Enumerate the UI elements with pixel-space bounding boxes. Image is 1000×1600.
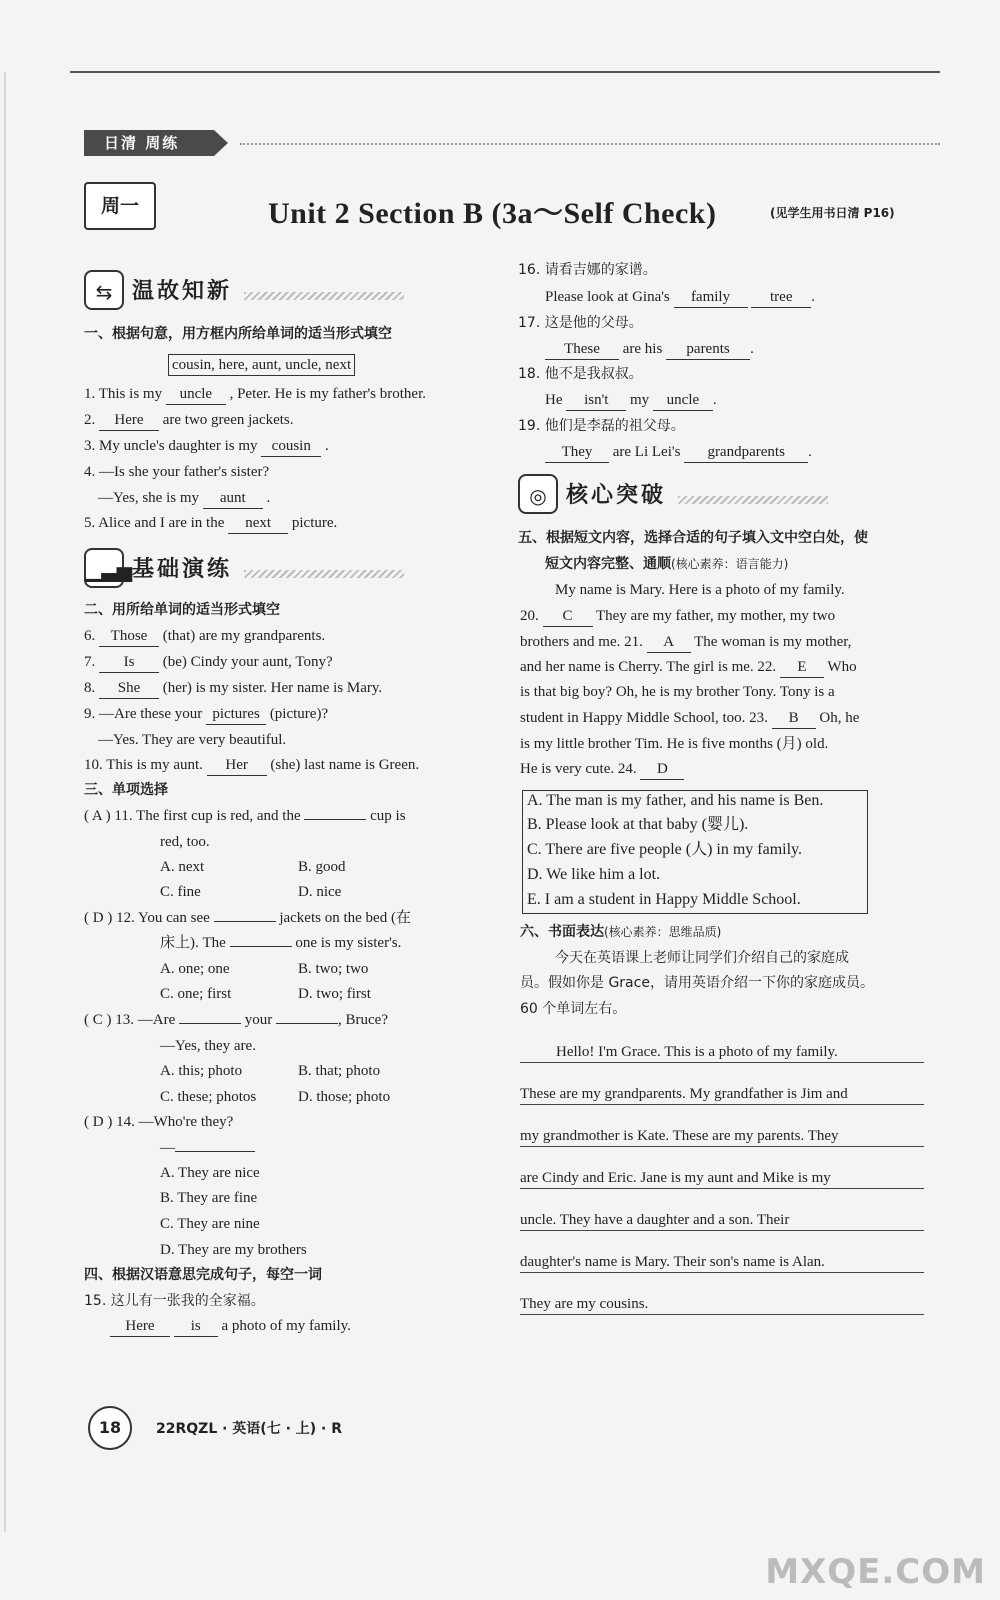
q19: They are Li Lei's grandparents . xyxy=(545,442,812,463)
writing-prompt-1: 今天在英语课上老师让同学们介绍自己的家庭成 xyxy=(555,950,849,966)
answer: grandparents xyxy=(684,442,808,463)
part6-instruction: 六、书面表达(核心素养：思维品质) xyxy=(520,924,722,940)
q11-cont: red, too. xyxy=(160,834,210,850)
q18: He isn't my uncle . xyxy=(545,390,717,411)
q14-cont: — xyxy=(160,1138,255,1158)
answer: C xyxy=(543,606,593,627)
essay-line-3: my grandmother is Kate. These are my parents. They xyxy=(520,1126,924,1147)
q5: 5. Alice and I are in the next picture. xyxy=(84,513,337,534)
essay-line-2: These are my grandparents. My grandfather is Jim and xyxy=(520,1084,924,1105)
q13-option-a: A. this; photo xyxy=(160,1063,243,1079)
q3: 3. My uncle's daughter is my cousin . xyxy=(84,436,329,457)
word-box: cousin, here, aunt, uncle, next xyxy=(168,354,355,376)
option-a: A. The man is my father, and his name is Ben. xyxy=(527,792,824,809)
section-basic-title: 基础演练 xyxy=(132,557,233,582)
q11-option-b: B. good xyxy=(298,859,346,875)
bar-chart-icon: ▁▃▅ xyxy=(84,548,124,588)
option-d: D. We like him a lot. xyxy=(527,866,661,883)
q16: Please look at Gina's family tree . xyxy=(545,287,815,308)
passage-line-5: is that big boy? Oh, he is my brother Tony. Tony is a xyxy=(520,684,835,700)
answer: uncle xyxy=(166,384,226,405)
banner-arrow-icon xyxy=(214,130,228,156)
q17: These are his parents . xyxy=(545,339,754,360)
q11-option-c: C. fine xyxy=(160,884,201,900)
q8: 8. She (her) is my sister. Her name is Mary. xyxy=(84,678,382,699)
part1-instruction: 一、根据句意，用方框内所给单词的适当形式填空 xyxy=(84,326,392,342)
q4a: 4. —Is she your father's sister? xyxy=(84,464,270,480)
q12-option-d: D. two; first xyxy=(298,986,371,1002)
passage-line-2: 20. C They are my father, my mother, my two xyxy=(520,606,835,627)
banner xyxy=(84,130,234,156)
passage-line-3: brothers and me. 21. A The woman is my mother, xyxy=(520,632,851,653)
word-box-line xyxy=(168,354,355,376)
answer: pictures xyxy=(206,704,266,725)
watermark: MXQE.COM xyxy=(765,1552,986,1592)
q18-chinese: 18. 他不是我叔叔。 xyxy=(518,366,643,382)
q9a: 9. —Are these your pictures (picture)? xyxy=(84,704,328,725)
answer: family xyxy=(674,287,748,308)
section-review-title: 温故知新 xyxy=(132,279,233,304)
section-bar xyxy=(244,292,404,300)
answer: E xyxy=(780,657,824,678)
answer: She xyxy=(99,678,159,699)
options-box xyxy=(522,790,868,914)
essay-line-4: are Cindy and Eric. Jane is my aunt and Mike is my xyxy=(520,1168,924,1189)
target-icon: ◎ xyxy=(518,474,558,514)
q13-option-b: B. that; photo xyxy=(298,1063,381,1079)
q15: Here is a photo of my family. xyxy=(110,1316,351,1337)
answer: They xyxy=(545,442,609,463)
q17-chinese: 17. 这是他的父母。 xyxy=(518,315,643,331)
answer: is xyxy=(174,1316,218,1337)
q14-stem: ( D ) 14. —Who're they? xyxy=(84,1114,234,1130)
section-review xyxy=(84,270,404,310)
answer: aunt xyxy=(203,488,263,509)
essay-line-7: They are my cousins. xyxy=(520,1294,924,1315)
q12-option-a: A. one; one xyxy=(160,961,230,977)
q14-option-a: A. They are nice xyxy=(160,1165,260,1181)
answer: Here xyxy=(99,410,159,431)
essay-line-5: uncle. They have a daughter and a son. Their xyxy=(520,1210,924,1231)
passage-line-4: and her name is Cherry. The girl is me. 22. E Who xyxy=(520,657,857,678)
q14-option-b: B. They are fine xyxy=(160,1190,258,1206)
writing-prompt-2: 员。假如你是 Grace，请用英语介绍一下你的家庭成员。 xyxy=(520,975,874,991)
q11-option-d: D. nice xyxy=(298,884,342,900)
q13-option-c: C. these; photos xyxy=(160,1089,257,1105)
day-badge: 周一 xyxy=(84,182,156,230)
q12-cont: 床上). The one is my sister's. xyxy=(160,935,402,951)
part3-instruction: 三、单项选择 xyxy=(84,782,168,798)
q6: 6. Those (that) are my grandparents. xyxy=(84,626,325,647)
answer: These xyxy=(545,339,619,360)
part4-instruction: 四、根据汉语意思完成句子，每空一词 xyxy=(84,1267,322,1283)
part5-instruction-2: 短文内容完整、通顺(核心素养：语言能力) xyxy=(545,556,789,572)
page-title: Unit 2 Section B (3a～Self Check) xyxy=(268,197,717,230)
passage-line-1: My name is Mary. Here is a photo of my family. xyxy=(555,582,845,598)
part5-instruction-1: 五、根据短文内容，选择合适的句子填入文中空白处，使 xyxy=(518,530,868,546)
banner-dotted-rule xyxy=(240,143,940,145)
q15-chinese: 15. 这儿有一张我的全家福。 xyxy=(84,1293,265,1309)
q13-option-d: D. those; photo xyxy=(298,1089,391,1105)
answer: B xyxy=(772,708,816,729)
option-b: B. Please look at that baby (婴儿). xyxy=(527,816,749,833)
answer: isn't xyxy=(566,390,626,411)
q12-stem: ( D ) 12. You can see jackets on the bed (在 xyxy=(84,910,411,926)
answer: Here xyxy=(110,1316,170,1337)
q11-option-a: A. next xyxy=(160,859,205,875)
q10: 10. This is my aunt. Her (she) last name is Green. xyxy=(84,755,419,776)
section-core xyxy=(518,474,838,514)
passage-line-6: student in Happy Middle School, too. 23. B Oh, he xyxy=(520,708,859,729)
option-c: C. There are five people (人) in my family. xyxy=(527,841,803,858)
top-rule xyxy=(70,71,940,73)
q13-stem: ( C ) 13. —Are your , Bruce? xyxy=(84,1012,388,1028)
answer: parents xyxy=(666,339,750,360)
answer: uncle xyxy=(653,390,713,411)
answer: Is xyxy=(99,652,159,673)
q14-option-c: C. They are nine xyxy=(160,1216,260,1232)
q11-stem: ( A ) 11. The first cup is red, and the cup is xyxy=(84,808,406,824)
q12-option-c: C. one; first xyxy=(160,986,232,1002)
q14-option-d: D. They are my brothers xyxy=(160,1242,307,1258)
answer: tree xyxy=(751,287,811,308)
page-edge xyxy=(4,72,6,1532)
q4b: —Yes, she is my aunt . xyxy=(98,488,270,509)
footer-code: 22RQZL · 英语(七 · 上) · R xyxy=(156,1421,343,1437)
passage-line-8: He is very cute. 24. D xyxy=(520,759,684,780)
q2: 2. Here are two green jackets. xyxy=(84,410,294,431)
section-bar xyxy=(244,570,404,578)
answer: cousin xyxy=(261,436,321,457)
answer: Her xyxy=(207,755,267,776)
section-bar xyxy=(678,496,828,504)
q19-chinese: 19. 他们是李磊的祖父母。 xyxy=(518,418,685,434)
essay-line-1: Hello! I'm Grace. This is a photo of my family. xyxy=(520,1042,924,1063)
answer: next xyxy=(228,513,288,534)
answer: D xyxy=(640,759,684,780)
option-e: E. I am a student in Happy Middle School. xyxy=(527,891,801,908)
q12-option-b: B. two; two xyxy=(298,961,369,977)
q1: 1. This is my uncle , Peter. He is my father's brother. xyxy=(84,384,426,405)
title-reference: (见学生用书日清 P16) xyxy=(770,206,895,220)
banner-label: 日清 周练 xyxy=(84,130,214,156)
q13-cont: —Yes, they are. xyxy=(160,1038,256,1054)
q7: 7. Is (be) Cindy your aunt, Tony? xyxy=(84,652,333,673)
passage-line-7: is my little brother Tim. He is five months (月) old. xyxy=(520,736,829,752)
section-core-title: 核心突破 xyxy=(566,483,667,508)
arrows-icon: ⇆ xyxy=(84,270,124,310)
essay-line-6: daughter's name is Mary. Their son's name is Alan. xyxy=(520,1252,924,1273)
answer: A xyxy=(647,632,691,653)
section-basic xyxy=(84,548,404,588)
answer: Those xyxy=(99,626,159,647)
writing-prompt-3: 60 个单词左右。 xyxy=(520,1001,627,1017)
page-number: 18 xyxy=(88,1406,132,1450)
q16-chinese: 16. 请看吉娜的家谱。 xyxy=(518,262,657,278)
q9b: —Yes. They are very beautiful. xyxy=(98,732,287,748)
part2-instruction: 二、用所给单词的适当形式填空 xyxy=(84,602,280,618)
